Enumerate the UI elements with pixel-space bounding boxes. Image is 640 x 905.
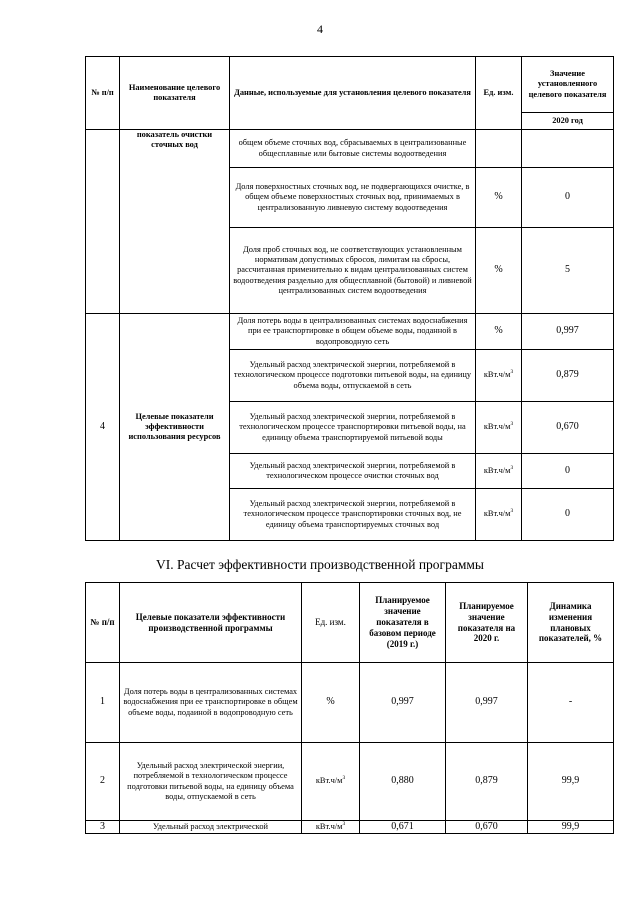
row-unit: $кВт.ч/м^3$ — [302, 821, 360, 834]
value-cell: 0 — [522, 168, 614, 228]
unit-cell: $кВт.ч/м^3$ — [476, 489, 522, 541]
row-indicator-name: Удельный расход электрической энергии, потребляемой в технологическом процессе подготовки питьевой воды, на единицу объема воды, отпускаемой в сеть — [120, 743, 302, 821]
row-dynamics: 99,9 — [528, 821, 614, 834]
row-dynamics: 99,9 — [528, 743, 614, 821]
row-unit: $кВт.ч/м^3$ — [302, 743, 360, 821]
row-unit: % — [302, 663, 360, 743]
program-efficiency-table — [85, 582, 614, 834]
data-cell: Доля проб сточных вод, не соответствующих установленным нормативам допустимых сбросов, лимитам на сбросы, рассчитанная применительно к видам централизованных систем водоотведения раздельно для общесплавной (бытовой) и ливневой централизованных систем водоотведения — [230, 228, 476, 314]
row-plan-value: 0,997 — [446, 663, 528, 743]
row-indicator-name: Доля потерь воды в централизованных системах водоснабжения при ее транспортировке в общем объеме воды, подаиной в водопроводную сеть — [120, 663, 302, 743]
unit-cell — [476, 130, 522, 168]
unit-cell: % — [476, 168, 522, 228]
header-num: № п/п — [86, 583, 120, 663]
header-data: Данные, используемые для установления целевого показателя — [230, 57, 476, 130]
row-num: 3 — [86, 821, 120, 834]
unit-cell: % — [476, 314, 522, 350]
header-dynamics: Динамика изменения плановых показателей, % — [528, 583, 614, 663]
value-cell: 0 — [522, 489, 614, 541]
header-unit: Ед. изм. — [476, 57, 522, 130]
row-num: 2 — [86, 743, 120, 821]
unit-cell: $кВт.ч/м^3$ — [476, 350, 522, 402]
row-num: 1 — [86, 663, 120, 743]
row-plan-value: 0,879 — [446, 743, 528, 821]
section-title: VI. Расчет эффективности производственной программы — [155, 557, 484, 572]
value-cell: 5 — [522, 228, 614, 314]
unit-cell: % — [476, 228, 522, 314]
row-base-value: 0,997 — [360, 663, 446, 743]
value-cell — [522, 130, 614, 168]
header-indicator-name: Целевые показатели эффективности производственной программы — [120, 583, 302, 663]
value-cell: 0,879 — [522, 350, 614, 402]
header-value: Значение установленного целевого показателя — [522, 57, 614, 113]
row-base-value: 0,671 — [360, 821, 446, 834]
header-indicator-name: Наименование целевого показателя — [120, 57, 230, 130]
row-plan-value: 0,670 — [446, 821, 528, 834]
value-cell: 0 — [522, 454, 614, 489]
data-cell: Удельный расход электрической энергии, потребляемой в технологическом процессе транспортировки питьевой воды, на единицу объема транспортируемой питьевой воды — [230, 402, 476, 454]
header-year: 2020 год — [522, 113, 614, 130]
target-indicators-table — [85, 56, 614, 541]
header-unit: Ед. изм. — [302, 583, 360, 663]
row-dynamics: - — [528, 663, 614, 743]
group-name-efficiency: Целевые показатели эффективности использования ресурсов — [120, 314, 230, 541]
row-indicator-name: Удельный расход электрической — [120, 821, 302, 834]
data-cell: общем объеме сточных вод, сбрасываемых в централизованные общесплавные или бытовые системы водоотведения — [230, 130, 476, 168]
page-number: 4 — [317, 22, 323, 36]
value-cell: 0,997 — [522, 314, 614, 350]
unit-cell: $кВт.ч/м^3$ — [476, 402, 522, 454]
unit-cell: $кВт.ч/м^3$ — [476, 454, 522, 489]
data-cell: Доля потерь воды в централизованных системах водоснабжения при ее транспортировке в общем объеме воды, поданной в водопроводную сеть — [230, 314, 476, 350]
header-num: № п/п — [86, 57, 120, 130]
data-cell: Удельный расход электрической энергии, потребляемой в технологическом процессе подготовки питьевой воды, на единицу объема воды, отпускаемой в сеть — [230, 350, 476, 402]
row-base-value: 0,880 — [360, 743, 446, 821]
data-cell: Удельный расход электрической энергии, потребляемой в технологическом процессе очистки сточных вод — [230, 454, 476, 489]
header-base-period: Планируемое значение показателя в базовом периоде (2019 г.) — [360, 583, 446, 663]
value-cell: 0,670 — [522, 402, 614, 454]
header-plan-2020: Планируемое значение показателя на 2020 г. — [446, 583, 528, 663]
group-num — [86, 130, 120, 314]
group-num-4: 4 — [86, 314, 120, 541]
data-cell: Удельный расход электрической энергии, потребляемой в технологическом процессе транспортировки сточных вод, не единицу объема транспортируемых сточных вод — [230, 489, 476, 541]
group-name-cleaning: показатель очистки сточных вод — [120, 130, 230, 314]
data-cell: Доля поверхностных сточных вод, не подвергающихся очистке, в общем объеме поверхностных сточных вод, принимаемых в централизованную ливневую систему водоотведения — [230, 168, 476, 228]
